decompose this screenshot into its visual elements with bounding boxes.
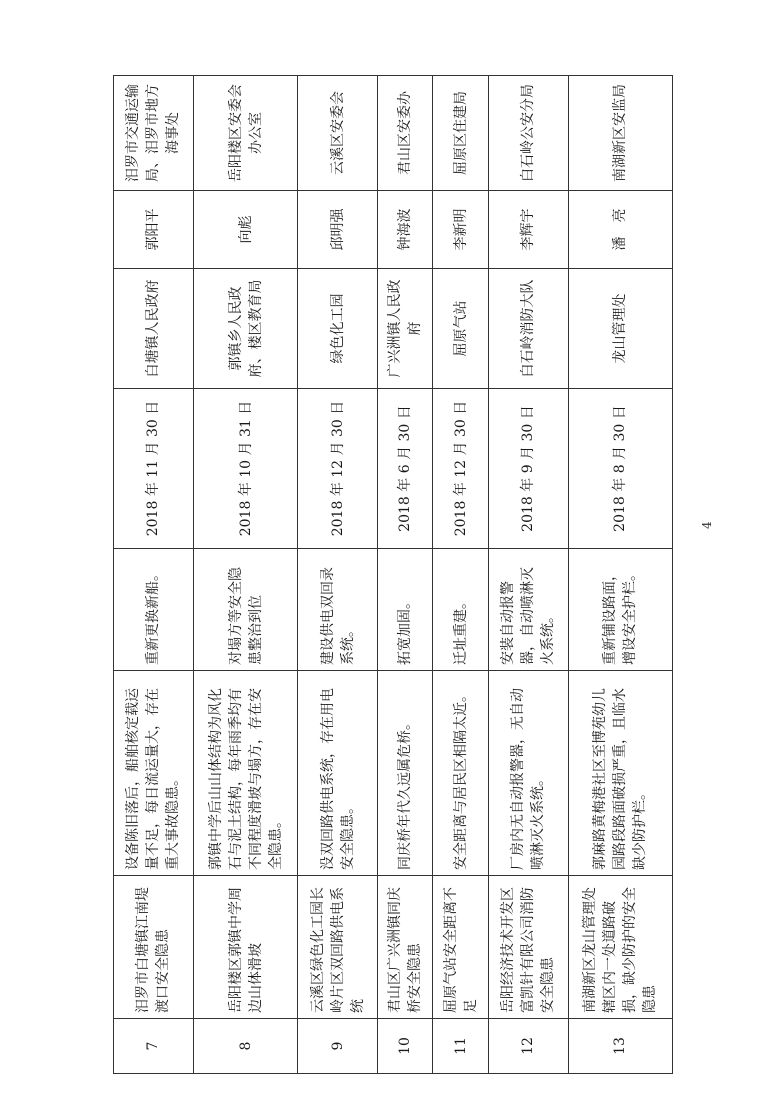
hazard-description: 安全距离与居民区相隔太近。 [433, 671, 488, 876]
responsible-unit: 白塘镇人民政府 [114, 269, 194, 389]
deadline: 2018 年 12 月 30 日 [298, 389, 378, 549]
row-number: 7 [114, 1019, 194, 1074]
hazard-name: 岳阳经济技术开发区富凯针有限公司消防安全隐患 [488, 876, 568, 1019]
responsible-unit: 郭镇乡人民政府、楼区教育局 [193, 269, 297, 389]
row-number: 12 [488, 1019, 568, 1074]
responsible-person: 向彪 [193, 191, 297, 269]
rectification-measure: 安装自动报警器，自动喷淋灭火系统。 [488, 549, 568, 671]
deadline: 2018 年 6 月 30 日 [378, 389, 433, 549]
responsible-unit: 龙山管理处 [568, 269, 672, 389]
table-row [433, 76, 488, 1074]
table-row [488, 76, 568, 1074]
table-row [298, 76, 378, 1074]
supervising-unit: 君山区安委办 [378, 76, 433, 191]
responsible-person: 郭阳平 [114, 191, 194, 269]
responsible-unit: 白石岭消防大队 [488, 269, 568, 389]
row-number: 11 [433, 1019, 488, 1074]
rectification-measure: 拓宽加固。 [378, 549, 433, 671]
hazard-description: 郭麻路黄梅港社区至博苑幼儿园路段路面破损严重，且临水缺少防护栏。 [568, 671, 672, 876]
table-row [378, 76, 433, 1074]
hazard-name: 南湖新区龙山管理处辖区内一处道路破损，缺少防护的安全隐患 [568, 876, 672, 1019]
row-number: 13 [568, 1019, 672, 1074]
hazard-description: 设备陈旧落后，船舶核定载运量不足，每日流运量大，存在重大事故隐患。 [114, 671, 194, 876]
hazard-name: 岳阳楼区郭镇中学周边山体滑坡 [193, 876, 297, 1019]
deadline: 2018 年 9 月 30 日 [488, 389, 568, 549]
deadline: 2018 年 12 月 30 日 [433, 389, 488, 549]
table-row [193, 76, 297, 1074]
table-row [568, 76, 672, 1074]
rectification-measure: 建设供电双回录系统。 [298, 549, 378, 671]
rectification-measure: 对塌方等安全隐患整治到位 [193, 549, 297, 671]
hazard-name: 君山区广兴洲镇同庆桥安全隐患 [378, 876, 433, 1019]
rectification-measure: 重新铺设路面，增设安全护栏。 [568, 549, 672, 671]
row-number: 8 [193, 1019, 297, 1074]
supervising-unit: 云溪区安委会 [298, 76, 378, 191]
responsible-person: 李辉宇 [488, 191, 568, 269]
supervising-unit: 白石岭公安分局 [488, 76, 568, 191]
deadline: 2018 年 8 月 30 日 [568, 389, 672, 549]
hazard-description: 郭镇中学后山山体结构为风化石与泥土结构，每年雨季均有不同程度滑坡与塌方，存在安全隐患。 [193, 671, 297, 876]
hazard-description: 没双回路供电系统，存在用电安全隐患。 [298, 671, 378, 876]
supervising-unit: 南湖新区安监局 [568, 76, 672, 191]
responsible-unit: 绿色化工园 [298, 269, 378, 389]
responsible-person: 李新明 [433, 191, 488, 269]
rectification-measure: 迁址重建。 [433, 549, 488, 671]
responsible-person: 邱明强 [298, 191, 378, 269]
supervising-unit: 屈原区住建局 [433, 76, 488, 191]
deadline: 2018 年 10 月 31 日 [193, 389, 297, 549]
row-number: 9 [298, 1019, 378, 1074]
responsible-unit: 屈原气站 [433, 269, 488, 389]
responsible-person: 潘 亮 [568, 191, 672, 269]
table-row [114, 76, 194, 1074]
hazard-table [113, 75, 673, 1074]
rectification-measure: 重新更换新船。 [114, 549, 194, 671]
row-number: 10 [378, 1019, 433, 1074]
deadline: 2018 年 11 月 30 日 [114, 389, 194, 549]
supervising-unit: 岳阳楼区安委会办公室 [193, 76, 297, 191]
hazard-name: 汨罗市白塘镇江南堤渡口安全隐患 [114, 876, 194, 1019]
page-number: 4 [700, 521, 714, 529]
hazard-description: 同庆桥年代久远属危桥。 [378, 671, 433, 876]
hazard-description: 厂房内无自动报警器，无自动喷淋灭火系统。 [488, 671, 568, 876]
supervising-unit: 汨罗市交通运输局、汨罗市地方海事处 [114, 76, 194, 191]
responsible-unit: 广兴洲镇人民政府 [378, 269, 433, 389]
hazard-name: 云溪区绿色化工园长岭片区双回路供电系统 [298, 876, 378, 1019]
hazard-name: 屈原气站安全距离不足 [433, 876, 488, 1019]
responsible-person: 钟海波 [378, 191, 433, 269]
